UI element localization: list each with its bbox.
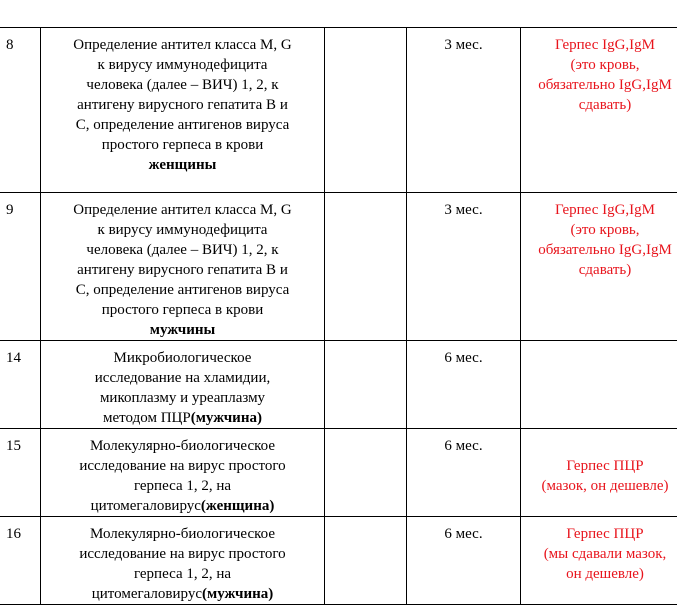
description-line: антигену вирусного гепатита В и <box>77 97 288 113</box>
empty-cell <box>325 429 407 517</box>
description-line: Молекулярно-биологическое <box>90 526 275 542</box>
empty-cell <box>325 28 407 193</box>
handwritten-note <box>521 341 677 429</box>
description-text: методом ПЦР <box>103 410 191 426</box>
description-line: герпеса 1, 2, на <box>133 566 232 582</box>
description-line: исследование на вирус простого <box>79 458 286 474</box>
description-line <box>41 496 324 516</box>
handwritten-note <box>521 193 677 341</box>
note-line: обязательно IgG,IgM <box>538 77 672 93</box>
description-line: простого герпеса в крови <box>101 137 264 153</box>
description-line: С, определение антигенов вируса <box>75 117 290 133</box>
description-line: микоплазму и уреаплазму <box>99 390 266 406</box>
validity-term: 3 мес. <box>407 193 521 341</box>
note-line: (это кровь, <box>570 222 640 238</box>
note-line: Герпес IgG,IgM <box>554 202 656 218</box>
note-line: сдавать) <box>578 262 632 278</box>
description-bold: (мужчина) <box>202 586 274 602</box>
test-description <box>41 28 325 193</box>
note-line: обязательно IgG,IgM <box>538 242 672 258</box>
note-line: Герпес ПЦР <box>566 526 644 542</box>
handwritten-note <box>521 429 677 517</box>
description-text: цитомегаловирус <box>91 586 202 602</box>
row-number: 16 <box>0 517 41 605</box>
note-line: сдавать) <box>578 97 632 113</box>
description-line: Определение антител класса М, G <box>73 202 292 218</box>
description-line: Микробиологическое <box>113 350 252 366</box>
validity-term: 6 мес. <box>407 517 521 605</box>
description-text: цитомегаловирус <box>90 498 201 514</box>
empty-cell <box>325 193 407 341</box>
description-line: герпеса 1, 2, на <box>133 478 232 494</box>
note-line <box>521 436 677 456</box>
note-line: Герпес ПЦР <box>566 458 644 474</box>
handwritten-note <box>521 28 677 193</box>
description-line: С, определение антигенов вируса <box>75 282 290 298</box>
test-description <box>41 341 325 429</box>
note-line: (это кровь, <box>570 57 640 73</box>
description-bold: женщины <box>148 157 217 173</box>
description-line: к вирусу иммунодефицита <box>97 222 268 238</box>
table-row <box>0 28 677 193</box>
note-line: (мазок, он дешевле) <box>541 478 669 494</box>
handwritten-note <box>521 517 677 605</box>
table-row <box>0 341 677 429</box>
description-bold: мужчины <box>149 322 216 338</box>
note-line: Герпес IgG,IgM <box>554 37 656 53</box>
analysis-table <box>0 27 677 605</box>
note-line: (мы сдавали мазок, <box>543 546 667 562</box>
empty-cell <box>325 341 407 429</box>
validity-term: 6 мес. <box>407 429 521 517</box>
row-number: 15 <box>0 429 41 517</box>
description-line: Молекулярно-биологическое <box>90 438 275 454</box>
description-line: человека (далее – ВИЧ) 1, 2, к <box>86 242 279 258</box>
description-line <box>41 584 324 604</box>
row-number: 14 <box>0 341 41 429</box>
note-line: он дешевле) <box>566 566 644 582</box>
description-line: простого герпеса в крови <box>101 302 264 318</box>
test-description <box>41 193 325 341</box>
table-row <box>0 517 677 605</box>
validity-term: 6 мес. <box>407 341 521 429</box>
description-line: антигену вирусного гепатита В и <box>77 262 288 278</box>
empty-cell <box>325 517 407 605</box>
description-bold: (мужчина) <box>190 410 262 426</box>
table-row <box>0 193 677 341</box>
description-line: исследование на хламидии, <box>94 370 271 386</box>
description-line: человека (далее – ВИЧ) 1, 2, к <box>86 77 279 93</box>
description-line: Определение антител класса М, G <box>73 37 292 53</box>
row-number: 9 <box>0 193 41 341</box>
description-bold: (женщина) <box>200 498 275 514</box>
test-description <box>41 429 325 517</box>
description-line <box>41 408 324 428</box>
description-line: к вирусу иммунодефицита <box>97 57 268 73</box>
test-description <box>41 517 325 605</box>
row-number: 8 <box>0 28 41 193</box>
validity-term: 3 мес. <box>407 28 521 193</box>
description-line: исследование на вирус простого <box>79 546 286 562</box>
table-row <box>0 429 677 517</box>
